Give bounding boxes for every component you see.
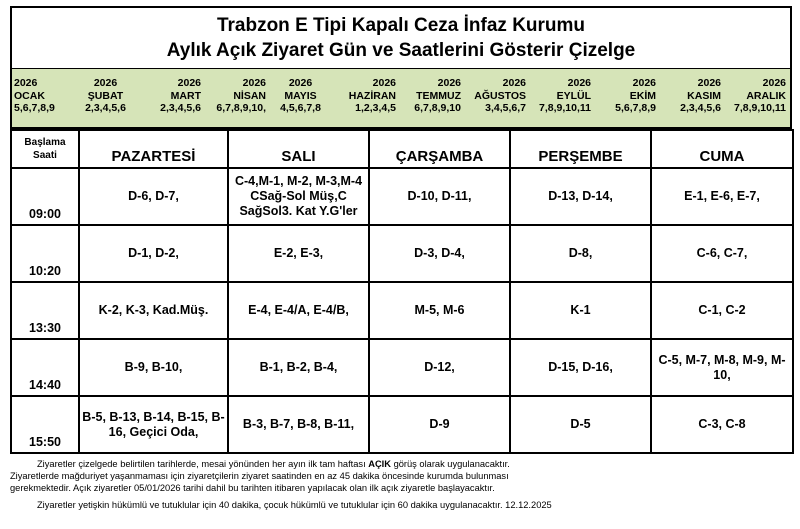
month-days: 3,4,5,6,7 bbox=[485, 102, 526, 114]
table-cell: C-6, C-7, bbox=[651, 225, 793, 282]
month-item bbox=[205, 69, 270, 127]
day-header: ÇARŞAMBA bbox=[369, 130, 510, 168]
day-header: CUMA bbox=[651, 130, 793, 168]
month-item bbox=[75, 69, 140, 127]
note-line: gerekmektedir. Açık ziyaretler 05/01/2026 tarihi dahil bu tarihten itibaren yapılacak olan ilk açık ziyaretle başlayacaktır. bbox=[10, 483, 495, 493]
month-name: EYLÜL bbox=[556, 89, 591, 102]
table-row bbox=[11, 396, 793, 453]
month-year: 2026 bbox=[567, 77, 591, 89]
title-block bbox=[10, 6, 792, 69]
month-name: MAYIS bbox=[284, 89, 317, 102]
month-name: ŞUBAT bbox=[87, 89, 124, 102]
month-name: MART bbox=[170, 89, 201, 102]
month-days: 7,8,9,10,11 bbox=[539, 102, 591, 114]
time-cell: 15:50 bbox=[11, 396, 79, 453]
month-item bbox=[140, 69, 205, 127]
table-cell: D-10, D-11, bbox=[369, 168, 510, 225]
table-header-row bbox=[11, 130, 793, 168]
month-item bbox=[595, 69, 660, 127]
month-name: ARALIK bbox=[746, 89, 786, 102]
month-name: HAZİRAN bbox=[348, 89, 396, 102]
month-item bbox=[465, 69, 530, 127]
table-cell: D-3, D-4, bbox=[369, 225, 510, 282]
table-cell: B-1, B-2, B-4, bbox=[228, 339, 369, 396]
visit-schedule-table bbox=[10, 129, 794, 454]
table-cell: K-2, K-3, Kad.Müş. bbox=[79, 282, 228, 339]
month-year: 2026 bbox=[762, 77, 786, 89]
month-days: 2,3,4,5,6 bbox=[85, 102, 126, 114]
table-cell: B-5, B-13, B-14, B-15, B-16, Geçici Oda, bbox=[79, 396, 228, 453]
note-line: Ziyaretler yetişkin hükümlü ve tutuklular için 40 dakika, çocuk hükümlü ve tutuklular için 60 dakika uygulanacaktır. 12.12.2025 bbox=[37, 500, 552, 510]
month-year: 2026 bbox=[502, 77, 526, 89]
month-name: AĞUSTOS bbox=[474, 89, 526, 102]
table-cell: D-8, bbox=[510, 225, 651, 282]
month-year: 2026 bbox=[288, 77, 313, 89]
month-days: 6,7,8,9,10 bbox=[414, 102, 461, 114]
month-year: 2026 bbox=[632, 77, 656, 89]
table-cell: E-2, E-3, bbox=[228, 225, 369, 282]
day-header: SALI bbox=[228, 130, 369, 168]
month-name: OCAK bbox=[14, 89, 45, 102]
table-cell: M-5, M-6 bbox=[369, 282, 510, 339]
table-row bbox=[11, 339, 793, 396]
start-time-header: Başlama Saati bbox=[11, 130, 79, 168]
month-item bbox=[335, 69, 400, 127]
institution-title: Trabzon E Tipi Kapalı Ceza İnfaz Kurumu bbox=[216, 15, 586, 36]
table-cell: D-5 bbox=[510, 396, 651, 453]
month-days: 2,3,4,5,6 bbox=[160, 102, 201, 114]
time-cell: 13:30 bbox=[11, 282, 79, 339]
table-cell: C-4,M-1, M-2, M-3,M-4 CSağ-Sol Müş,C SağSol3. Kat Y.G'ler bbox=[228, 168, 369, 225]
month-item bbox=[725, 69, 790, 127]
table-cell: B-9, B-10, bbox=[79, 339, 228, 396]
month-days: 2,3,4,5,6 bbox=[680, 102, 721, 114]
month-year: 2026 bbox=[242, 77, 266, 89]
day-header: PAZARTESİ bbox=[79, 130, 228, 168]
month-item bbox=[12, 69, 75, 127]
note-line: Ziyaretler çizelgede belirtilen tarihlerde, mesai yönünden her ayın ilk tam haftası AÇIK görüş olarak uygulanacaktır. bbox=[37, 459, 510, 469]
month-item bbox=[530, 69, 595, 127]
time-cell: 10:20 bbox=[11, 225, 79, 282]
month-name: TEMMUZ bbox=[416, 89, 461, 102]
month-item bbox=[660, 69, 725, 127]
month-year: 2026 bbox=[437, 77, 461, 89]
month-item bbox=[400, 69, 465, 127]
notes-block bbox=[10, 458, 792, 511]
month-year: 2026 bbox=[93, 77, 118, 89]
schedule-sheet bbox=[10, 6, 792, 511]
table-row bbox=[11, 225, 793, 282]
month-item bbox=[270, 69, 335, 127]
table-cell: D-13, D-14, bbox=[510, 168, 651, 225]
month-name: NİSAN bbox=[233, 89, 266, 102]
month-year: 2026 bbox=[697, 77, 721, 89]
month-days: 5,6,7,8,9 bbox=[615, 102, 656, 114]
table-cell: E-1, E-6, E-7, bbox=[651, 168, 793, 225]
table-row bbox=[11, 282, 793, 339]
day-header: PERŞEMBE bbox=[510, 130, 651, 168]
month-days: 4,5,6,7,8 bbox=[280, 102, 321, 114]
month-year: 2026 bbox=[372, 77, 396, 89]
schedule-title: Aylık Açık Ziyaret Gün ve Saatlerini Gösterir Çizelge bbox=[166, 40, 636, 61]
time-cell: 14:40 bbox=[11, 339, 79, 396]
month-days: 6,7,8,9,10, bbox=[216, 102, 266, 114]
table-cell: D-12, bbox=[369, 339, 510, 396]
table-cell: C-5, M-7, M-8, M-9, M-10, bbox=[651, 339, 793, 396]
table-cell: D-1, D-2, bbox=[79, 225, 228, 282]
table-cell: C-1, C-2 bbox=[651, 282, 793, 339]
month-strip bbox=[10, 69, 792, 129]
table-cell: K-1 bbox=[510, 282, 651, 339]
table-cell: D-6, D-7, bbox=[79, 168, 228, 225]
month-year: 2026 bbox=[177, 77, 201, 89]
table-cell: E-4, E-4/A, E-4/B, bbox=[228, 282, 369, 339]
month-days: 5,6,7,8,9 bbox=[14, 102, 55, 114]
month-days: 1,2,3,4,5 bbox=[355, 102, 396, 114]
month-year: 2026 bbox=[14, 77, 38, 89]
table-cell: D-15, D-16, bbox=[510, 339, 651, 396]
table-row bbox=[11, 168, 793, 225]
month-days: 7,8,9,10,11 bbox=[734, 102, 786, 114]
table-cell: D-9 bbox=[369, 396, 510, 453]
note-line: Ziyaretlerde mağduriyet yaşanmaması için ziyaretçilerin ziyaret saatinden en az 45 dakika öncesinde kurumda bulunması bbox=[10, 471, 509, 481]
month-name: KASIM bbox=[687, 89, 721, 102]
time-cell: 09:00 bbox=[11, 168, 79, 225]
table-cell: B-3, B-7, B-8, B-11, bbox=[228, 396, 369, 453]
table-cell: C-3, C-8 bbox=[651, 396, 793, 453]
month-name: EKİM bbox=[629, 89, 656, 102]
